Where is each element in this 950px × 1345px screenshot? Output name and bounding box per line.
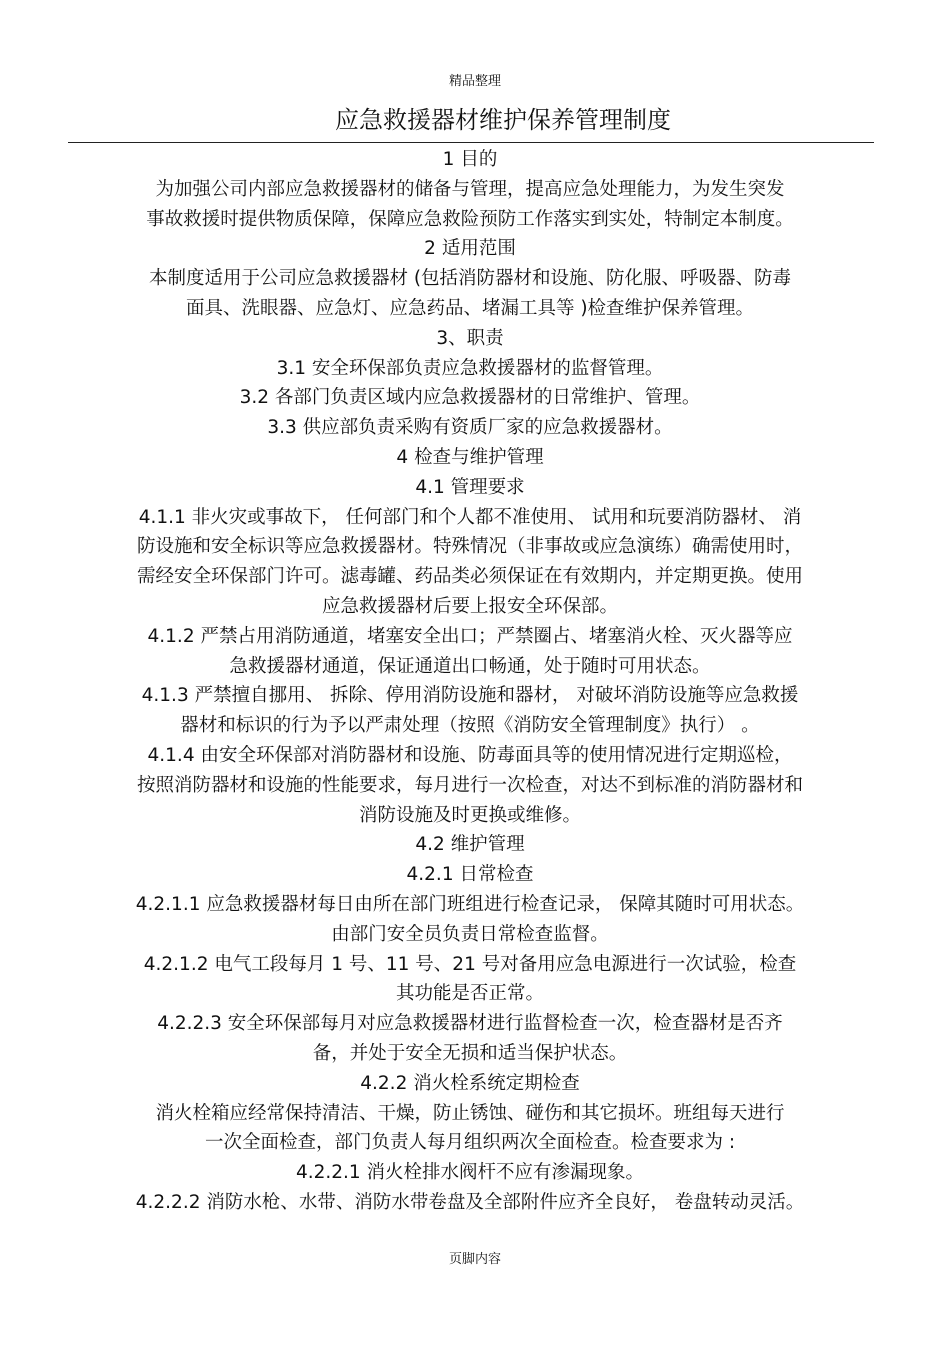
clause-line: 4.1.4 由安全环保部对消防器材和设施、防毒面具等的使用情况进行定期巡检， (147, 744, 793, 766)
clause-line: 4.2.1.1 应急救援器材每日由所在部门班组进行检查记录， 保障其随时可用状态。 (135, 893, 805, 915)
clause-line: 4.1.2 严禁占用消防通道，堵塞安全出口；严禁圈占、堵塞消火栓、灭火器等应 (147, 625, 793, 647)
clause-line: 需经安全环保部门许可。滤毒罐、药品类必须保证在有效期内，并定期更换。使用 (136, 566, 803, 588)
clause-line: 备，并处于安全无损和适当保护状态。 (312, 1042, 628, 1064)
clause-line: 消防设施及时更换或维修。 (358, 804, 581, 826)
document-title: 应急救援器材维护保养管理制度 (335, 106, 671, 134)
section-heading-duties: 3、职责 (436, 327, 504, 349)
clause-line: 4.2.2.3 安全环保部每月对应急救援器材进行监督检查一次，检查器材是否齐 (157, 1013, 783, 1035)
clause-line: 应急救援器材后要上报安全环保部。 (321, 595, 618, 617)
paragraph-line: 一次全面检查，部门负责人每月组织两次全面检查。检查要求为 : (204, 1132, 736, 1154)
paragraph-line: 事故救援时提供物质保障，保障应急救险预防工作落实到实处，特制定本制度。 (146, 208, 794, 230)
clause-line: 急救援器材通道，保证通道出口畅通，处于随时可用状态。 (229, 655, 711, 677)
footer-note: 页脚内容 (448, 1252, 501, 1267)
document-body (62, 145, 878, 1218)
clause-line: 4.1.3 严禁擅自挪用、 拆除、停用消防设施和器材， 对破坏消防设施等应急救援 (141, 685, 799, 707)
section-heading-scope: 2 适用范围 (424, 238, 516, 260)
clause-line: 其功能是否正常。 (395, 983, 544, 1005)
paragraph-line: 为加强公司内部应急救援器材的储备与管理，提高应急处理能力，为发生突发 (155, 178, 785, 200)
subsection-heading: 4.2.1 日常检查 (406, 864, 534, 886)
clause-line: 4.1.1 非火灾或事故下， 任何部门和个人都不准使用、 试用和玩要消防器材、 消 (138, 506, 802, 528)
paragraph-line: 本制度适用于公司应急救援器材 (包括消防器材和设施、防化服、呼吸器、防毒 (148, 268, 792, 290)
clause-line: 按照消防器材和设施的性能要求，每月进行一次检查，对达不到标准的消防器材和 (136, 774, 803, 796)
subsection-heading: 4.2 维护管理 (415, 834, 525, 856)
clause-line: 由部门安全员负责日常检查监督。 (331, 923, 609, 945)
subsection-heading: 4.1 管理要求 (415, 476, 525, 498)
clause-line: 3.1 安全环保部负责应急救援器材的监督管理。 (276, 357, 664, 379)
paragraph-line: 消火栓箱应经常保持清洁、干燥，防止锈蚀、碰伤和其它损坏。班组每天进行 (155, 1102, 785, 1124)
subsection-heading: 4.2.2 消火栓系统定期检查 (360, 1072, 580, 1094)
clause-line: 4.2.1.2 电气工段每月 1 号、11 号、21 号对备用应急电源进行一次试验，检查 (143, 953, 797, 975)
clause-line: 4.2.2.1 消火栓排水阀杆不应有渗漏现象。 (295, 1162, 645, 1184)
clause-line: 3.3 供应部负责采购有资质厂家的应急救援器材。 (267, 417, 673, 439)
clause-line: 3.2 各部门负责区域内应急救援器材的日常维护、管理。 (239, 387, 701, 409)
section-heading-purpose: 1 目的 (442, 149, 498, 170)
clause-line: 器材和标识的行为予以严肃处理（按照《消防安全管理制度》执行） 。 (180, 715, 760, 737)
clause-line: 4.2.2.2 消防水枪、水带、消防水带卷盘及全部附件应齐全良好， 卷盘转动灵活。 (135, 1191, 805, 1213)
clause-line: 防设施和安全标识等应急救援器材。特殊情况（非事故或应急演练）确需使用时， (136, 536, 803, 558)
header-note: 精品整理 (448, 74, 501, 89)
paragraph-line: 面具、洗眼器、应急灯、应急药品、堵漏工具等 )检查维护保养管理。 (185, 297, 755, 319)
section-heading-inspection: 4 检查与维护管理 (396, 446, 544, 468)
title-divider (68, 142, 874, 143)
